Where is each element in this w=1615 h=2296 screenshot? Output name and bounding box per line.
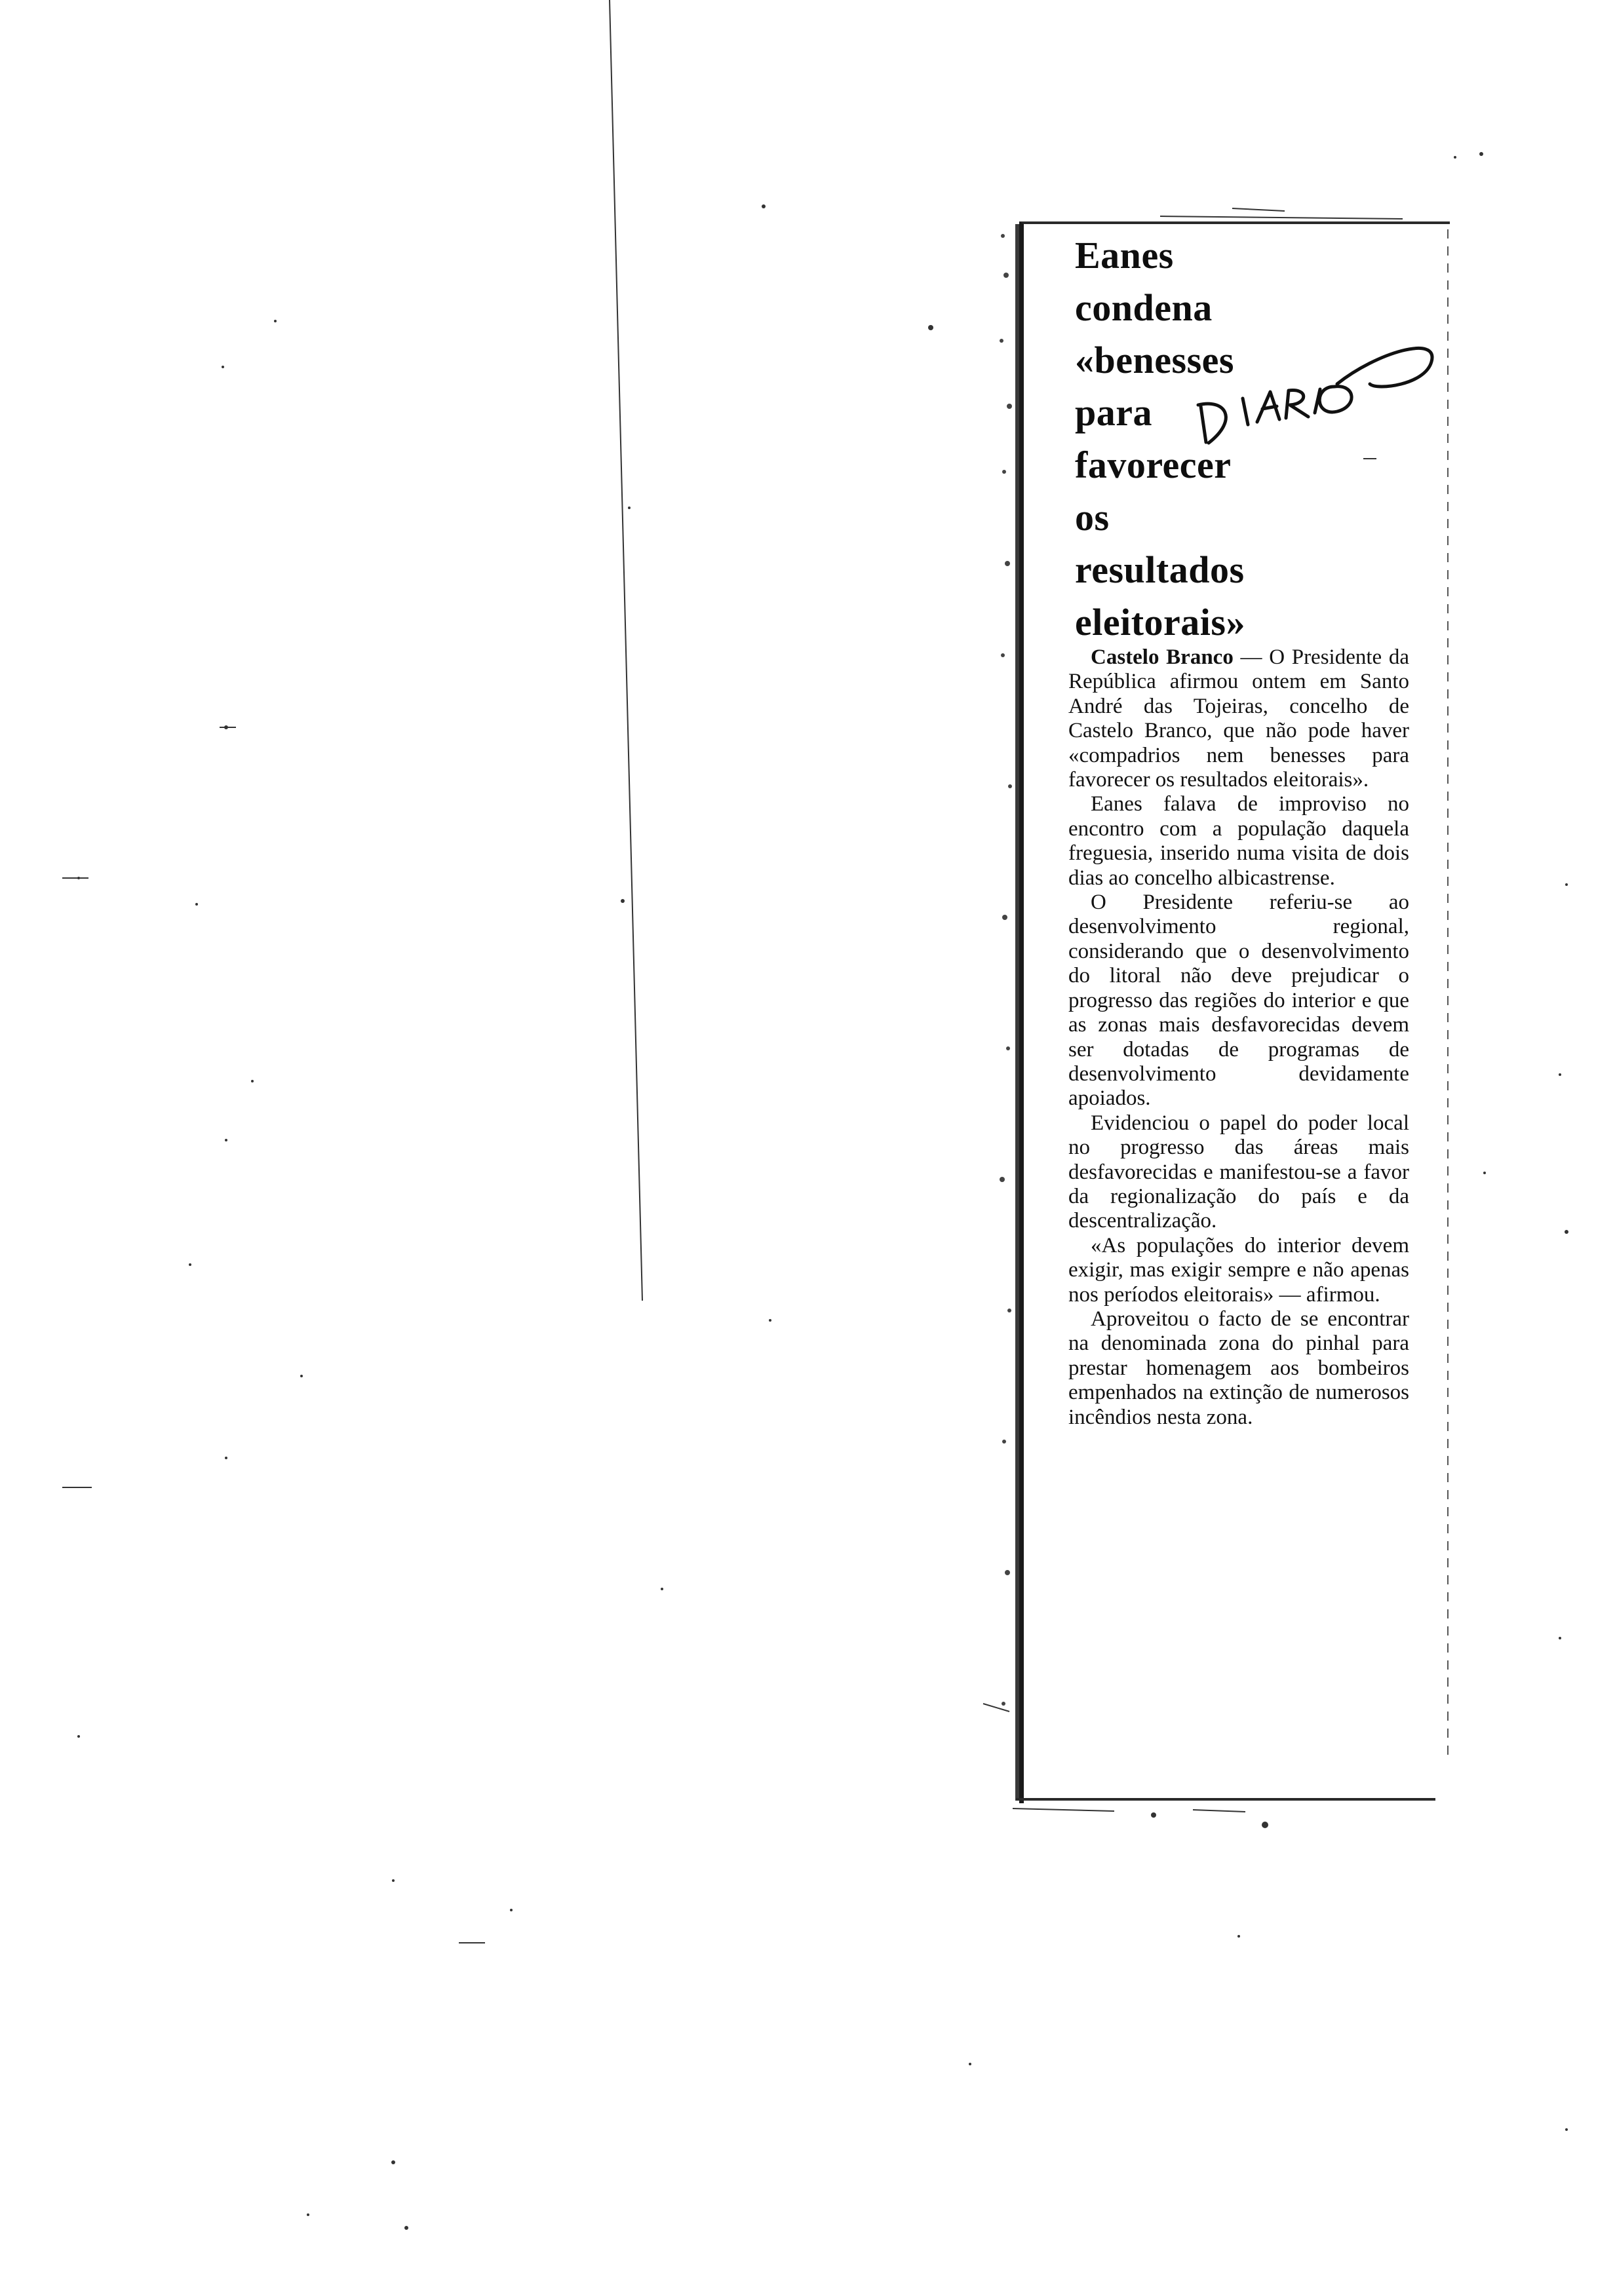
clipping-right-edge <box>1447 229 1449 1756</box>
headline-line: condena <box>1075 286 1213 329</box>
article-paragraph <box>1068 645 1409 792</box>
headline-line: eleitorais» <box>1075 601 1245 643</box>
headline-line: Eanes <box>1075 234 1174 277</box>
headline-line: favorecer <box>1075 444 1232 486</box>
article-paragraph: Evidenciou o papel do poder local no progresso das áreas mais desfavorecidas e manifestou-se a favor da regionalização do país e da descentralização. <box>1068 1111 1409 1233</box>
headline-line: resultados <box>1075 548 1245 591</box>
dateline: Castelo Branco <box>1091 645 1234 669</box>
headline-line: «benesses <box>1075 339 1234 381</box>
headline-line: para <box>1075 391 1152 434</box>
headline-line: os <box>1075 496 1110 539</box>
article-body <box>1068 645 1409 1430</box>
paragraph-text: — O Presidente da República afirmou ontem em Santo André das Tojeiras, concelho de Castelo Branco, que não pode haver «compadrios nem benesses para favorecer os resultados eleitorais». <box>1068 645 1410 792</box>
article-paragraph: «As populações do interior devem exigir, mas exigir sempre e não apenas nos períodos eleitorais» — afirmou. <box>1068 1233 1409 1307</box>
clipping-bottom-edge <box>1016 1798 1435 1801</box>
handwritten-annotation <box>1180 321 1442 446</box>
article-paragraph: Eanes falava de improviso no encontro com a população daquela freguesia, inserido numa visita de dois dias ao concelho albicastrense. <box>1068 792 1409 890</box>
article-paragraph: Aproveitou o facto de se encontrar na denominada zona do pinhal para prestar homenagem aos bombeiros empenhados na extinção de numerosos incêndios nesta zona. <box>1068 1307 1409 1429</box>
article-paragraph: O Presidente referiu-se ao desenvolvimento regional, considerando que o desenvolvimento do litoral não deve prejudicar o progresso das regiões do interior e que as zonas mais desfavorecidas devem ser dotadas de programas de desenvolvimento devidamente apoiados. <box>1068 890 1409 1111</box>
